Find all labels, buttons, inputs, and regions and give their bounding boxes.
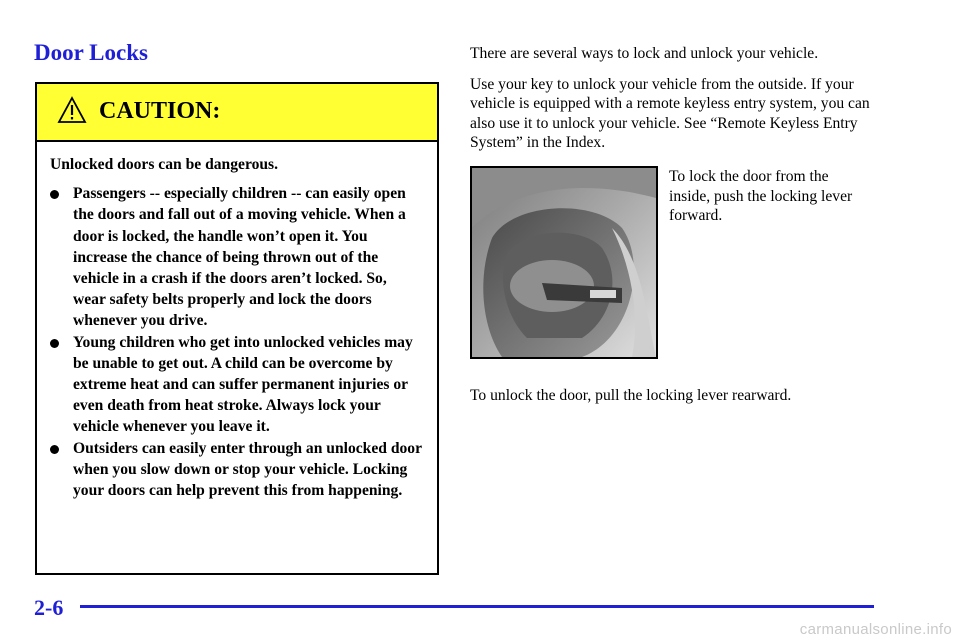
caution-header <box>37 84 437 142</box>
unlock-paragraph: To unlock the door, pull the locking lever rearward. <box>470 387 792 404</box>
caution-label: CAUTION: <box>99 98 221 124</box>
bullet-dot-icon <box>50 190 59 199</box>
caution-bullet-list <box>50 183 423 501</box>
intro-paragraph: There are several ways to lock and unlock your vehicle. <box>470 45 819 62</box>
right-column <box>470 44 880 164</box>
caution-bullet-item <box>50 183 423 331</box>
door-lever-illustration <box>472 168 656 357</box>
footer-rule <box>80 605 874 608</box>
caution-bullet-text: Passengers -- especially children -- can easily open the doors and fall out of a moving vehicle. When a door is locked, the handle won’t open it. You increase the chance of being thrown out of the vehicle in a crash if the doors aren’t locked. So, wear safety belts properly and lock the doors whenever you drive. <box>73 185 406 330</box>
watermark: carmanualsonline.info <box>799 621 952 638</box>
bullet-dot-icon <box>50 445 59 454</box>
caution-box <box>35 82 439 575</box>
page-number: 2-6 <box>34 595 64 620</box>
caution-intro: Unlocked doors can be dangerous. <box>50 156 279 173</box>
warning-triangle-icon <box>57 96 87 124</box>
key-paragraph: Use your key to unlock your vehicle from the outside. If your vehicle is equipped with a remote keyless entry system, you can also use it to unlock your vehicle. See “Remote Keyless Entry System” in the Index. <box>470 75 870 151</box>
bullet-dot-icon <box>50 339 59 348</box>
caution-bullet-text: Young children who get into unlocked vehicles may be unable to get out. A child can be overcome by extreme heat and can suffer permanent injuries or even death from heat stroke. Always lock your vehicle whenever you leave it. <box>73 333 413 436</box>
page-title: Door Locks <box>34 40 148 65</box>
photo-caption: To lock the door from the inside, push the locking lever forward. <box>669 168 853 224</box>
caution-bullet-text: Outsiders can easily enter through an unlocked door when you slow down or stop your vehicle. Locking your doors can help prevent this from happening. <box>73 439 422 500</box>
caution-bullet-item <box>50 438 423 502</box>
caution-body <box>37 142 437 501</box>
door-lock-lever-photo <box>470 166 658 359</box>
caution-bullet-item <box>50 332 423 438</box>
